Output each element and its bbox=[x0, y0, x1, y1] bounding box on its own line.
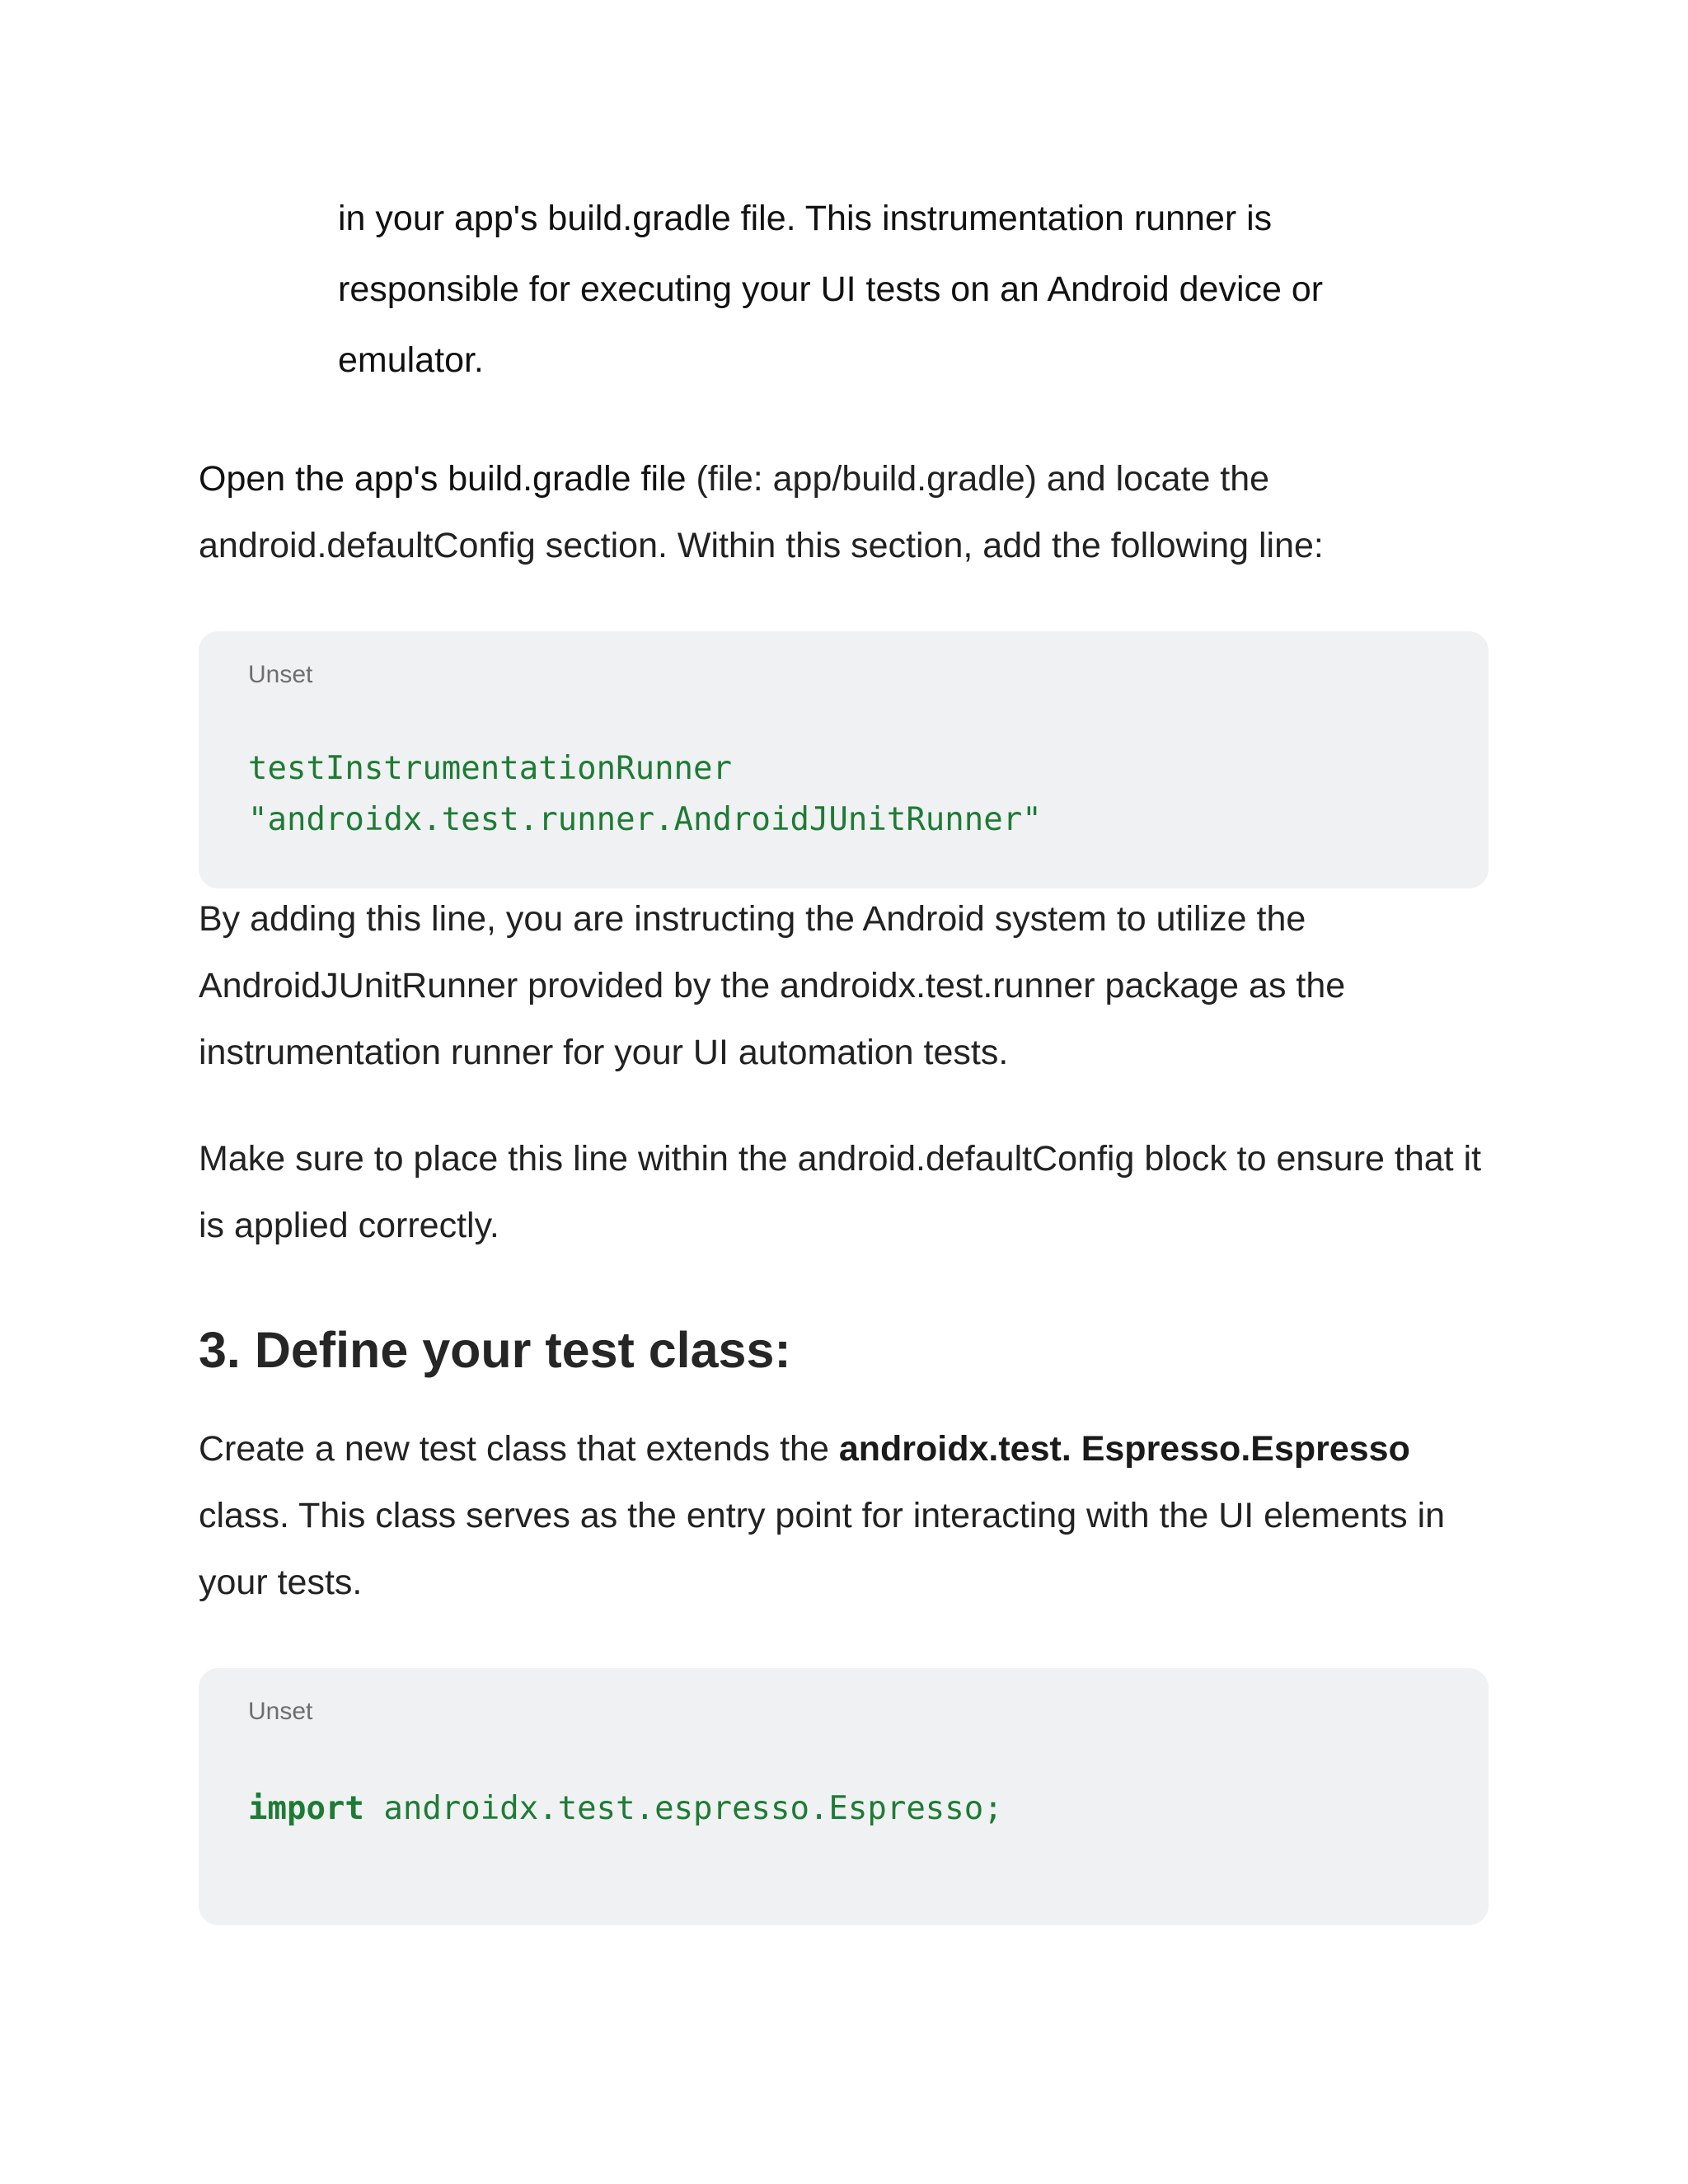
placement-paragraph: Make sure to place this line within the android.defaultConfig block to ensure that it is applied correctly. bbox=[199, 1139, 1482, 1245]
intro-line-1: in your app's build.gradle file. This instrumentation runner is bbox=[338, 199, 1273, 238]
define-paragraph-after: class. This class serves as the entry point for interacting with the UI elements in your tests. bbox=[199, 1496, 1446, 1602]
code-line-2: "androidx.test.runner.AndroidJUnitRunner" bbox=[248, 801, 1042, 838]
define-paragraph-before: Create a new test class that extends the bbox=[199, 1429, 839, 1469]
explanation-paragraph: By adding this line, you are instructing the Android system to utilize the AndroidJUnitRunner provided by the androidx.test.runner package as the instrumentation runner for your UI automation tests. bbox=[199, 899, 1346, 1072]
define-paragraph-class-name: androidx.test. Espresso.Espresso bbox=[838, 1429, 1410, 1469]
code-block-import bbox=[199, 1668, 1489, 1925]
intro-continuation-paragraph bbox=[338, 183, 1492, 396]
code-block-runner bbox=[199, 631, 1489, 888]
open-build-gradle-paragraph bbox=[199, 446, 1501, 579]
open-paragraph-rest: (file: app/build.gradle) and locate the android.defaultConfig section. Within this section, add the following line: bbox=[199, 459, 1324, 565]
code-language-label: Unset bbox=[248, 1698, 313, 1725]
code-content bbox=[248, 743, 1042, 846]
code-language-label: Unset bbox=[248, 661, 313, 688]
intro-line-2: responsible for executing your UI tests on an Android device or bbox=[338, 269, 1324, 309]
code-content bbox=[248, 1783, 1003, 1835]
intro-line-3: emulator. bbox=[338, 340, 484, 380]
section-heading: 3. Define your test class: bbox=[199, 1322, 791, 1378]
code-import-path: androidx.test.espresso.Espresso; bbox=[363, 1790, 1003, 1827]
define-test-class-paragraph bbox=[199, 1416, 1501, 1616]
code-line-1: testInstrumentationRunner bbox=[248, 750, 732, 787]
open-paragraph-lead: Open the app's build.gradle file bbox=[199, 459, 687, 499]
code-import-keyword: import bbox=[248, 1790, 364, 1827]
